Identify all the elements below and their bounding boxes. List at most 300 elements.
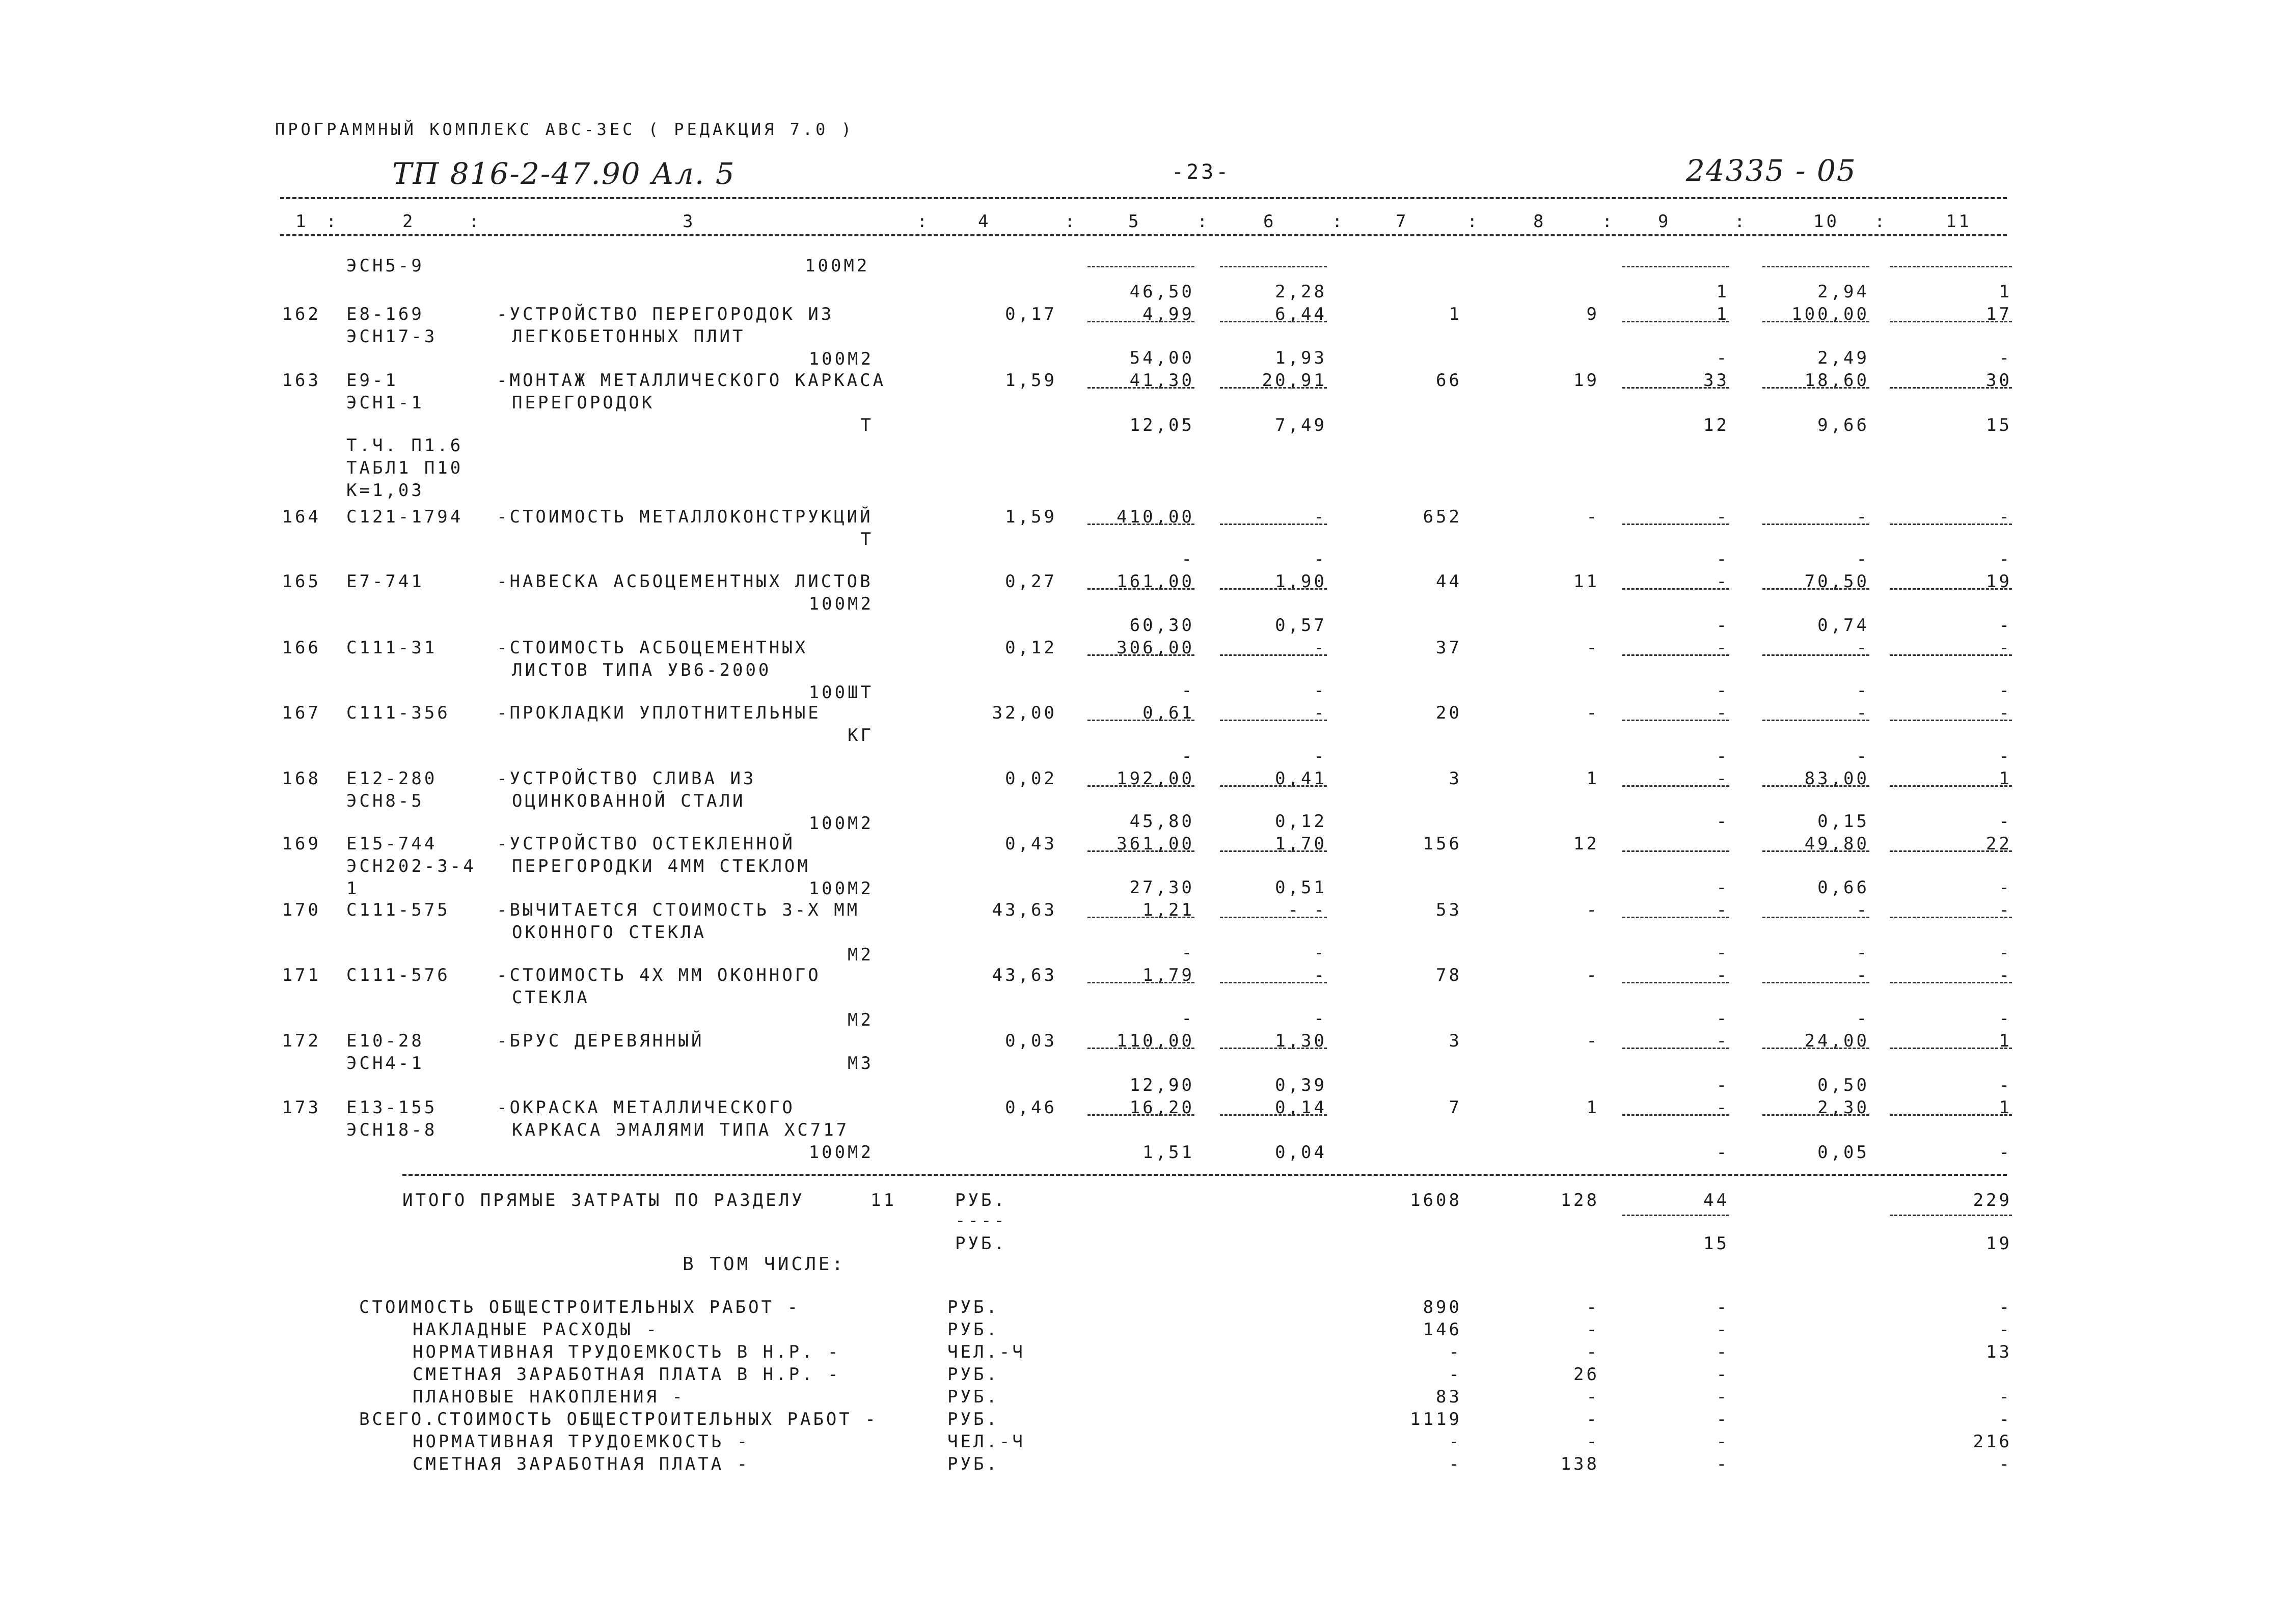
cell-separator	[1622, 982, 1729, 983]
row-name: -УСТРОЙСТВО ОСТЕКЛЕННОЙ	[497, 834, 795, 854]
value-col8: 12	[1573, 834, 1599, 854]
value-col7: 44	[1436, 571, 1462, 592]
value-col7: 652	[1423, 507, 1462, 527]
summary-col7: -	[1449, 1432, 1462, 1452]
value-col6: -	[1314, 746, 1327, 766]
value-col9: -	[1716, 811, 1729, 832]
row-code: Е12-280	[346, 768, 438, 789]
row-code: С111-575	[346, 900, 450, 920]
value-col11: 1	[1999, 1031, 2012, 1051]
row-code: Е8-169	[346, 304, 424, 324]
column-header-9: 9	[1658, 211, 1671, 232]
row-code: ЭСН1-1	[346, 393, 424, 413]
row-code: ЭСН202-3-4	[346, 856, 476, 876]
value-col9: -	[1716, 680, 1729, 701]
summary-col9: -	[1716, 1342, 1729, 1362]
value-col9: -	[1716, 877, 1729, 898]
row-quantity: 43,63	[992, 965, 1057, 985]
column-header-2: 2	[402, 211, 416, 232]
value-col9: 1	[1716, 304, 1729, 324]
row-note: К=1,03	[346, 480, 424, 501]
row-code: 1	[346, 878, 360, 899]
row-quantity: 0,17	[1005, 304, 1057, 324]
cell-separator	[1087, 524, 1194, 525]
cell-separator	[1622, 917, 1729, 918]
row-code: С121-1794	[346, 507, 464, 527]
summary-col11: 216	[1973, 1432, 2012, 1452]
summary-col8: -	[1586, 1387, 1599, 1407]
value-col10: 2,49	[1817, 348, 1869, 368]
total-unit-separator: ----	[955, 1210, 1007, 1231]
column-header-4: 4	[978, 211, 991, 232]
row-code: ЭСН18-8	[346, 1120, 438, 1140]
value-col5: 12,90	[1129, 1075, 1194, 1095]
value-col10: 2,30	[1817, 1097, 1869, 1118]
cell-separator	[1622, 1215, 1729, 1216]
cell-separator	[1220, 785, 1327, 787]
summary-label: СМЕТНАЯ ЗАРАБОТНАЯ ПЛАТА В Н.Р. -	[413, 1364, 841, 1385]
row-unit: М2	[848, 945, 874, 965]
value-col9: -	[1716, 638, 1729, 658]
value-col5: 0,61	[1142, 703, 1194, 723]
value-col8: -	[1586, 638, 1599, 658]
value-col5: 161,00	[1117, 571, 1194, 592]
column-separator: :	[1197, 211, 1210, 232]
cell-separator	[1762, 321, 1869, 322]
column-header-7: 7	[1396, 211, 1409, 232]
value-col11: -	[1999, 900, 2012, 920]
total-col7: 1608	[1410, 1190, 1462, 1210]
summary-col9: -	[1716, 1432, 1729, 1452]
value-col6: -	[1314, 680, 1327, 701]
cell-separator	[1762, 266, 1869, 267]
value-col7: 3	[1449, 1031, 1462, 1051]
row-name: ПЕРЕГОРОДКИ 4ММ СТЕКЛОМ	[512, 856, 810, 876]
cell-separator	[1087, 387, 1194, 389]
cell-separator	[1762, 982, 1869, 983]
value-col5: 192,00	[1117, 768, 1194, 789]
row-unit: 100М2	[808, 878, 874, 899]
cell-separator	[1087, 917, 1194, 918]
value-col11: 30	[1986, 370, 2012, 391]
value-col6: 0,12	[1275, 811, 1327, 832]
value-col11: -	[1999, 1008, 2012, 1029]
value-col10: -	[1856, 703, 1869, 723]
summary-col8: -	[1586, 1342, 1599, 1362]
row-number: 168	[282, 768, 321, 789]
value-col10: 18,60	[1804, 370, 1869, 391]
row-name: ОКОННОГО СТЕКЛА	[512, 922, 707, 943]
value-col10: -	[1856, 680, 1869, 701]
value-col10: -	[1856, 507, 1869, 527]
cell-separator	[1622, 321, 1729, 322]
row-unit: Т	[860, 415, 874, 435]
value-col6: 20,91	[1262, 370, 1327, 391]
value-col5: 45,80	[1129, 811, 1194, 832]
value-col6: 0,51	[1275, 877, 1327, 898]
cell-separator	[1890, 720, 2012, 721]
value-col10: 24,00	[1804, 1031, 1869, 1051]
value-col10: -	[1856, 746, 1869, 766]
value-col7: 7	[1449, 1097, 1462, 1118]
summary-col8: -	[1586, 1297, 1599, 1317]
cell-separator	[1762, 720, 1869, 721]
row-quantity: 0,43	[1005, 834, 1057, 854]
summary-col8: 26	[1573, 1364, 1599, 1385]
value-col7: 53	[1436, 900, 1462, 920]
row-quantity: 0,46	[1005, 1097, 1057, 1118]
row-unit: 100М2	[808, 1142, 874, 1163]
row-code: С111-31	[346, 638, 438, 658]
value-col5: 54,00	[1129, 348, 1194, 368]
row-note: Т.Ч. П1.6	[346, 435, 464, 456]
cell-separator	[1762, 850, 1869, 852]
row-number: 173	[282, 1097, 321, 1118]
summary-unit: РУБ.	[947, 1409, 999, 1429]
value-col8: 11	[1573, 571, 1599, 592]
value-col9: -	[1716, 943, 1729, 963]
row-unit: 100М2	[808, 813, 874, 834]
value-col11: -	[1999, 680, 2012, 701]
value-col11: -	[1999, 811, 2012, 832]
value-col11: 19	[1986, 571, 2012, 592]
summary-col9: -	[1716, 1409, 1729, 1429]
row-name: -ВЫЧИТАЕТСЯ СТОИМОСТЬ 3-Х ММ	[497, 900, 860, 920]
value-col6: -	[1314, 549, 1327, 569]
summary-col11: -	[1999, 1387, 2012, 1407]
cell-separator	[1762, 654, 1869, 656]
cell-separator	[1220, 982, 1327, 983]
summary-label: ПЛАНОВЫЕ НАКОПЛЕНИЯ -	[413, 1387, 685, 1407]
value-col11: 17	[1986, 304, 2012, 324]
cell-separator	[1220, 321, 1327, 322]
row-unit: 100М2	[805, 256, 870, 276]
value-col6: -	[1314, 703, 1327, 723]
summary-col7: 1119	[1410, 1409, 1462, 1429]
cell-separator	[1622, 720, 1729, 721]
value-col9: 1	[1716, 282, 1729, 302]
row-unit: 100ШТ	[808, 682, 874, 703]
value-col5: -	[1181, 549, 1194, 569]
summary-unit: ЧЕЛ.-Ч	[947, 1432, 1025, 1452]
cell-separator	[1622, 266, 1729, 267]
column-header-11: 11	[1946, 211, 1972, 232]
row-code: С111-356	[346, 703, 450, 723]
summary-col7: 146	[1423, 1319, 1462, 1340]
value-col5: 46,50	[1129, 282, 1194, 302]
value-col9: -	[1716, 1097, 1729, 1118]
value-col9: -	[1716, 507, 1729, 527]
value-col11: -	[1999, 877, 2012, 898]
cell-separator	[1890, 321, 2012, 322]
row-number: 171	[282, 965, 321, 985]
cell-separator	[1220, 524, 1327, 525]
value-col11: -	[1999, 348, 2012, 368]
cell-separator	[1220, 917, 1327, 918]
summary-unit: ЧЕЛ.-Ч	[947, 1342, 1025, 1362]
value-col8: 1	[1586, 1097, 1599, 1118]
project-code: ТП 816-2-47.90 Ал. 5	[392, 156, 736, 191]
row-quantity: 0,27	[1005, 571, 1057, 592]
row-number: 163	[282, 370, 321, 391]
summary-col7: 890	[1423, 1297, 1462, 1317]
value-col5: 110,00	[1117, 1031, 1194, 1051]
cell-separator	[1762, 917, 1869, 918]
summary-col7: -	[1449, 1454, 1462, 1474]
column-separator: :	[1065, 211, 1078, 232]
value-col10: 83,00	[1804, 768, 1869, 789]
row-name: ЛЕГКОБЕТОННЫХ ПЛИТ	[512, 326, 746, 347]
value-col5: 12,05	[1129, 415, 1194, 435]
summary-unit: РУБ.	[947, 1364, 999, 1385]
cell-separator	[1890, 654, 2012, 656]
cell-separator	[1087, 266, 1194, 267]
column-separator: :	[1874, 211, 1888, 232]
value-col6: 6,44	[1275, 304, 1327, 324]
program-header: ПРОГРАММНЫЙ КОМПЛЕКС АВС-ЗЕС ( РЕДАКЦИЯ 7.0 )	[275, 120, 854, 139]
total-col8: 128	[1560, 1190, 1599, 1210]
row-code: ЭСН5-9	[346, 256, 424, 276]
value-col9: -	[1716, 549, 1729, 569]
value-col11: -	[1999, 549, 2012, 569]
cell-separator	[1220, 1114, 1327, 1116]
value-col6: 0,57	[1275, 615, 1327, 636]
cell-separator	[1890, 1114, 2012, 1116]
column-separator: :	[469, 211, 482, 232]
value-col11: 1	[1999, 768, 2012, 789]
row-name: -НАВЕСКА АСБОЦЕМЕНТНЫХ ЛИСТОВ	[497, 571, 873, 592]
row-name: -СТОИМОСТЬ МЕТАЛЛОКОНСТРУКЦИЙ	[497, 507, 873, 527]
cell-separator	[1762, 1048, 1869, 1049]
summary-label: НАКЛАДНЫЕ РАСХОДЫ -	[413, 1319, 659, 1340]
column-header-8: 8	[1533, 211, 1546, 232]
value-col6: 0,41	[1275, 768, 1327, 789]
summary-label: СТОИМОСТЬ ОБЩЕСТРОИТЕЛЬНЫХ РАБОТ -	[359, 1297, 800, 1317]
value-col9: -	[1716, 615, 1729, 636]
row-name: СТЕКЛА	[512, 987, 590, 1008]
value-col5: 41,30	[1129, 370, 1194, 391]
column-separator: :	[1467, 211, 1480, 232]
value-col7: 1	[1449, 304, 1462, 324]
value-col5: 410,00	[1117, 507, 1194, 527]
row-unit: М3	[848, 1053, 874, 1074]
cell-separator	[1890, 1048, 2012, 1049]
row-unit: 100М2	[808, 594, 874, 614]
row-name: -МОНТАЖ МЕТАЛЛИЧЕСКОГО КАРКАСА	[497, 370, 886, 391]
value-col10: 0,50	[1817, 1075, 1869, 1095]
value-col6: -	[1314, 507, 1327, 527]
value-col11: 1	[1999, 282, 2012, 302]
summary-col7: 83	[1436, 1387, 1462, 1407]
value-col7: 156	[1423, 834, 1462, 854]
value-col6: -	[1314, 965, 1327, 985]
row-number: 164	[282, 507, 321, 527]
value-col9: 33	[1703, 370, 1729, 391]
row-number: 170	[282, 900, 321, 920]
cell-separator	[1220, 387, 1327, 389]
cell-separator	[1622, 387, 1729, 389]
summary-label: НОРМАТИВНАЯ ТРУДОЕМКОСТЬ В Н.Р. -	[413, 1342, 841, 1362]
value-col11: -	[1999, 1075, 2012, 1095]
cell-separator	[1762, 387, 1869, 389]
cell-separator	[1762, 524, 1869, 525]
value-col9: -	[1716, 746, 1729, 766]
value-col6: 2,28	[1275, 282, 1327, 302]
value-col5: 16,20	[1129, 1097, 1194, 1118]
summary-col9: -	[1716, 1387, 1729, 1407]
summary-unit: РУБ.	[947, 1319, 999, 1340]
summary-col9: -	[1716, 1319, 1729, 1340]
column-separator: :	[1602, 211, 1615, 232]
value-col10: -	[1856, 638, 1869, 658]
value-col8: -	[1586, 507, 1599, 527]
value-col10: 0,66	[1817, 877, 1869, 898]
cell-separator	[1087, 654, 1194, 656]
cell-separator	[1762, 588, 1869, 590]
summary-label: СМЕТНАЯ ЗАРАБОТНАЯ ПЛАТА -	[413, 1454, 750, 1474]
row-number: 172	[282, 1031, 321, 1051]
column-separator: :	[917, 211, 930, 232]
cell-separator	[1890, 917, 2012, 918]
value-col6: 0,04	[1275, 1142, 1327, 1163]
cell-separator	[1622, 1114, 1729, 1116]
column-separator: :	[1332, 211, 1345, 232]
row-code: Е13-155	[346, 1097, 438, 1118]
row-code: ЭСН4-1	[346, 1053, 424, 1074]
total-unit: РУБ.	[955, 1190, 1007, 1210]
summary-col8: -	[1586, 1319, 1599, 1340]
value-col10: 0,05	[1817, 1142, 1869, 1163]
summary-col8: 138	[1560, 1454, 1599, 1474]
row-number: 162	[282, 304, 321, 324]
value-col9: -	[1716, 1075, 1729, 1095]
row-quantity: 0,12	[1005, 638, 1057, 658]
cell-separator	[1087, 1048, 1194, 1049]
row-code: Е10-28	[346, 1031, 424, 1051]
value-col7: 78	[1436, 965, 1462, 985]
cell-separator	[1087, 1114, 1194, 1116]
cell-separator	[1220, 266, 1327, 267]
summary-col11: -	[1999, 1297, 2012, 1317]
value-col10: 2,94	[1817, 282, 1869, 302]
value-col11: -	[1999, 965, 2012, 985]
column-separator: :	[326, 211, 339, 232]
row-name: -СТОИМОСТЬ 4Х ММ ОКОННОГО	[497, 965, 821, 985]
value-col5: 361,00	[1117, 834, 1194, 854]
value-col6: -	[1314, 943, 1327, 963]
cell-separator	[1087, 785, 1194, 787]
value-col8: -	[1586, 900, 1599, 920]
row-code: С111-576	[346, 965, 450, 985]
summary-col7: -	[1449, 1342, 1462, 1362]
summary-col11: -	[1999, 1409, 2012, 1429]
row-name: -СТОИМОСТЬ АСБОЦЕМЕНТНЫХ	[497, 638, 808, 658]
cell-separator	[1087, 982, 1194, 983]
row-unit: Т	[860, 529, 874, 549]
value-col6: -	[1314, 638, 1327, 658]
cell-separator	[1890, 387, 2012, 389]
value-col5: 1,21	[1142, 900, 1194, 920]
row-quantity: 43,63	[992, 900, 1057, 920]
cell-separator	[1622, 850, 1729, 852]
row-name: -БРУС ДЕРЕВЯННЫЙ	[497, 1031, 704, 1051]
top-rule	[280, 197, 2007, 199]
summary-label: ВСЕГО.СТОИМОСТЬ ОБЩЕСТРОИТЕЛЬНЫХ РАБОТ -	[359, 1409, 878, 1429]
value-col11: -	[1999, 703, 2012, 723]
column-header-10: 10	[1813, 211, 1839, 232]
value-col10: 0,15	[1817, 811, 1869, 832]
total-col11: 19	[1986, 1233, 2012, 1254]
value-col6: 7,49	[1275, 415, 1327, 435]
row-quantity: 1,59	[1005, 370, 1057, 391]
value-col11: 15	[1986, 415, 2012, 435]
page-number: -23-	[1172, 160, 1231, 184]
value-col8: 19	[1573, 370, 1599, 391]
value-col9: -	[1716, 768, 1729, 789]
value-col11: -	[1999, 746, 2012, 766]
summary-col7: -	[1449, 1364, 1462, 1385]
row-code: ЭСН17-3	[346, 326, 438, 347]
column-separator: :	[1734, 211, 1748, 232]
value-col5: -	[1181, 746, 1194, 766]
value-col5: 1,79	[1142, 965, 1194, 985]
value-col6: 1,30	[1275, 1031, 1327, 1051]
cell-separator	[1087, 850, 1194, 852]
cell-separator	[1890, 785, 2012, 787]
including-label: В ТОМ ЧИСЛЕ:	[683, 1254, 846, 1275]
cell-separator	[1890, 266, 2012, 267]
row-name: КАРКАСА ЭМАЛЯМИ ТИПА ХС717	[512, 1120, 850, 1140]
summary-unit: РУБ.	[947, 1454, 999, 1474]
value-col10: -	[1856, 549, 1869, 569]
cell-separator	[1220, 654, 1327, 656]
summary-col8: -	[1586, 1432, 1599, 1452]
value-col6: 1,93	[1275, 348, 1327, 368]
value-col9: -	[1716, 1008, 1729, 1029]
row-number: 166	[282, 638, 321, 658]
row-code: Е7-741	[346, 571, 424, 592]
value-col5: 27,30	[1129, 877, 1194, 898]
total-section: 11	[870, 1190, 896, 1210]
cell-separator	[1220, 720, 1327, 721]
row-quantity: 0,02	[1005, 768, 1057, 789]
row-name: -УСТРОЙСТВО ПЕРЕГОРОДОК ИЗ	[497, 304, 834, 324]
column-header-3: 3	[683, 211, 696, 232]
cell-separator	[1762, 1114, 1869, 1116]
value-col11: -	[1999, 1142, 2012, 1163]
summary-col11: -	[1999, 1319, 2012, 1340]
value-col6: 1,70	[1275, 834, 1327, 854]
cell-separator	[1087, 588, 1194, 590]
cell-separator	[1762, 785, 1869, 787]
row-code: ЭСН8-5	[346, 791, 424, 811]
value-col11: 1	[1999, 1097, 2012, 1118]
cell-separator	[1220, 850, 1327, 852]
value-col5: -	[1181, 680, 1194, 701]
summary-unit: РУБ.	[947, 1297, 999, 1317]
row-number: 167	[282, 703, 321, 723]
column-header-5: 5	[1128, 211, 1141, 232]
value-col9: -	[1716, 703, 1729, 723]
value-col6: 0,14	[1275, 1097, 1327, 1118]
value-col9: -	[1716, 900, 1729, 920]
row-code: Е9-1	[346, 370, 398, 391]
value-col10: -	[1856, 1008, 1869, 1029]
value-col9: -	[1716, 965, 1729, 985]
cell-separator	[1890, 982, 2012, 983]
row-unit: 100М2	[808, 349, 874, 369]
value-col10: 0,74	[1817, 615, 1869, 636]
